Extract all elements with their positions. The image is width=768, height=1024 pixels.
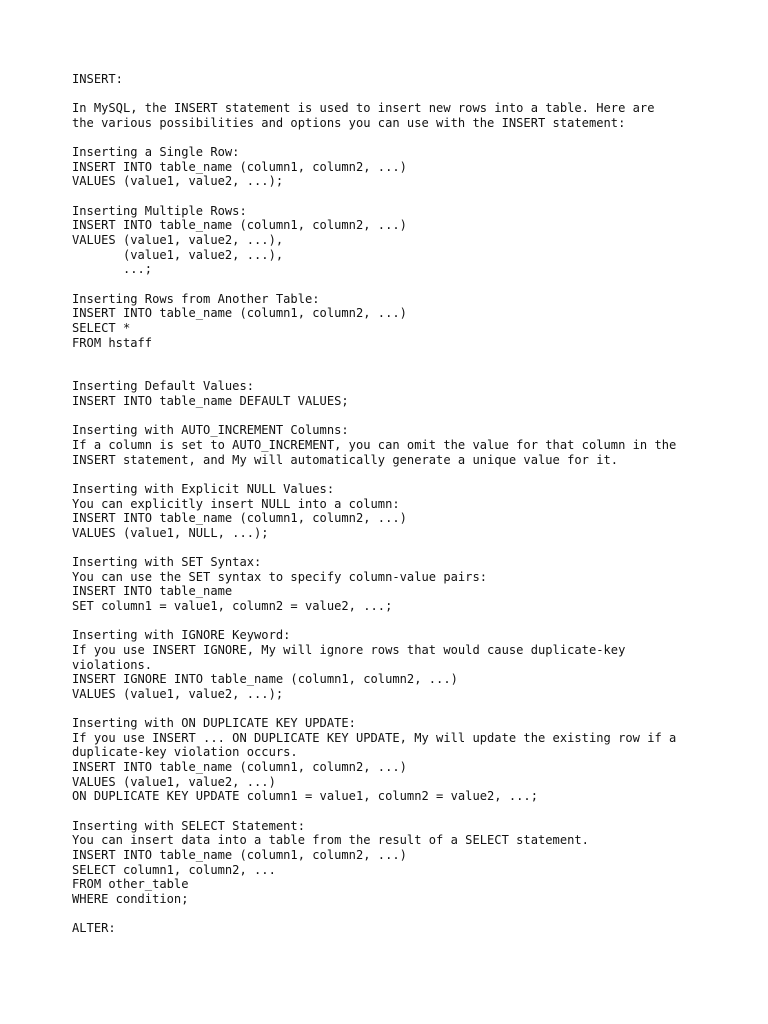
document-line: SET column1 = value1, column2 = value2, ...; (72, 599, 393, 614)
document-line: ON DUPLICATE KEY UPDATE column1 = value1, column2 = value2, ...; (72, 789, 538, 804)
document-line: INSERT INTO table_name (column1, column2, ...) (72, 760, 407, 775)
document-line: Inserting with SELECT Statement: (72, 818, 305, 833)
document-line: If you use INSERT ... ON DUPLICATE KEY UPDATE, My will update the existing row if a (72, 730, 677, 745)
document-line: INSERT INTO table_name (column1, column2, ...) (72, 511, 407, 526)
document-line: INSERT INTO table_name (column1, column2, ...) (72, 306, 407, 321)
document-line: INSERT INTO table_name (column1, column2, ...) (72, 847, 407, 862)
document-line: VALUES (value1, value2, ...) (72, 774, 276, 789)
document-line (72, 350, 712, 365)
document-line: INSERT INTO table_name DEFAULT VALUES; (72, 394, 349, 409)
document-line: In MySQL, the INSERT statement is used to insert new rows into a table. Here are (72, 101, 655, 116)
document-line: Inserting Default Values: (72, 379, 255, 394)
document-line: Inserting with IGNORE Keyword: (72, 628, 291, 643)
document-line: If you use INSERT IGNORE, My will ignore rows that would cause duplicate-key (72, 642, 626, 657)
document-line: SELECT * (72, 320, 131, 335)
document-line (72, 409, 712, 424)
document-text (72, 72, 712, 936)
document-line: VALUES (value1, NULL, ...); (72, 525, 269, 540)
document-line (72, 277, 712, 292)
document-line: Inserting with SET Syntax: (72, 555, 262, 570)
document-line: Inserting Rows from Another Table: (72, 291, 320, 306)
document-line: INSERT INTO table_name (column1, column2, ...) (72, 218, 407, 233)
document-line: VALUES (value1, value2, ...), (72, 233, 284, 248)
document-line: ALTER: (72, 921, 116, 936)
document-line: FROM other_table (72, 877, 189, 892)
document-line (72, 131, 712, 146)
document-line: INSERT INTO table_name (72, 584, 233, 599)
document-line: Inserting with ON DUPLICATE KEY UPDATE: (72, 716, 356, 731)
document-line: Inserting with Explicit NULL Values: (72, 481, 335, 496)
document-line (72, 804, 712, 819)
document-line: the various possibilities and options you can use with the INSERT statement: (72, 115, 626, 130)
document-line: WHERE condition; (72, 891, 189, 906)
document-line (72, 907, 712, 922)
document-line: You can use the SET syntax to specify column-value pairs: (72, 569, 488, 584)
document-line: violations. (72, 657, 153, 672)
document-line: VALUES (value1, value2, ...); (72, 686, 284, 701)
document-line: If a column is set to AUTO_INCREMENT, you can omit the value for that column in the (72, 438, 677, 453)
document-line: SELECT column1, column2, ... (72, 862, 276, 877)
document-line: INSERT statement, and My will automatically generate a unique value for it. (72, 452, 619, 467)
document-line (72, 189, 712, 204)
document-line: Inserting Multiple Rows: (72, 203, 247, 218)
document-line: ...; (72, 262, 153, 277)
document-line: Inserting a Single Row: (72, 145, 240, 160)
document-line: INSERT INTO table_name (column1, column2, ...) (72, 159, 407, 174)
document-line: INSERT: (72, 72, 123, 86)
document-line: INSERT IGNORE INTO table_name (column1, column2, ...) (72, 672, 458, 687)
document-line: (value1, value2, ...), (72, 247, 284, 262)
document-line: FROM hstaff (72, 335, 153, 350)
document-line: You can insert data into a table from the result of a SELECT statement. (72, 833, 589, 848)
document-line: You can explicitly insert NULL into a column: (72, 496, 400, 511)
document-line: VALUES (value1, value2, ...); (72, 174, 284, 189)
document-line (72, 87, 712, 102)
document-line: Inserting with AUTO_INCREMENT Columns: (72, 423, 349, 438)
document-line (72, 467, 712, 482)
document-line (72, 614, 712, 629)
document-line (72, 702, 712, 717)
document-line (72, 365, 712, 380)
document-line: duplicate-key violation occurs. (72, 745, 298, 760)
document-line (72, 541, 712, 556)
